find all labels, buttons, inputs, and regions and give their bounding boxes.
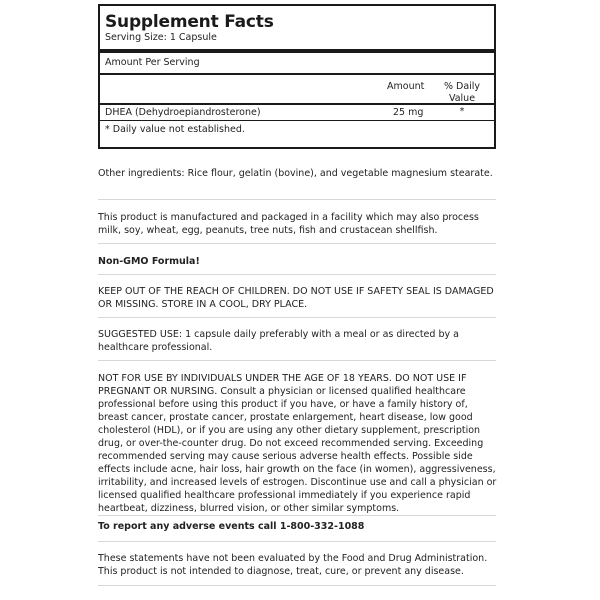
- section-divider: [98, 585, 496, 586]
- section-divider: [98, 199, 496, 200]
- daily-value-footnote: * Daily value not established.: [105, 124, 245, 135]
- usage-warning-text: NOT FOR USE BY INDIVIDUALS UNDER THE AGE OF 18 YEARS. DO NOT USE IF PREGNANT OR NURSING. Consult a physician or licensed qualified healthcare professional before using this product if you have, or have a family history of, breast cancer, prostate cancer, prostate enlargement, heart disease, low good cholesterol (HDL), or if you are using any other dietary supplement, prescription drug, or over-the-counter drug. Do not exceed recommended serving. Exceeding recommended serving may cause serious adverse health effects. Possible side effects include acne, hair loss, hair growth on the face (in women), aggressiveness, irritability, and increased levels of estrogen. Discontinue use and call a physician or licensed qualified healthcare professional immediately if you experience rapid heartbeat, dizziness, blurred vision, or other similar symptoms.: [98, 373, 497, 514]
- section-divider: [98, 317, 496, 318]
- non-gmo-statement: Non-GMO Formula!: [98, 256, 200, 267]
- section-divider: [98, 515, 496, 516]
- other-ingredients-text: Other ingredients: Rice flour, gelatin (bovine), and vegetable magnesium stearate.: [98, 168, 493, 179]
- supplement-facts-panel: [98, 4, 496, 149]
- nutrient-row: [100, 105, 494, 121]
- suggested-use-text: SUGGESTED USE: 1 capsule daily preferably with a meal or as directed by a healthcare professional.: [98, 329, 459, 353]
- section-divider: [98, 243, 496, 244]
- keep-out-of-reach-warning: KEEP OUT OF THE REACH OF CHILDREN. DO NOT USE IF SAFETY SEAL IS DAMAGED OR MISSING. STORE IN A COOL, DRY PLACE.: [98, 286, 494, 310]
- fda-disclaimer: These statements have not been evaluated by the Food and Drug Administration. This product is not intended to diagnose, treat, cure, or prevent any disease.: [98, 553, 488, 577]
- section-divider: [98, 541, 496, 542]
- amount-per-serving-label: Amount Per Serving: [100, 53, 494, 75]
- facts-column-headers: [100, 75, 494, 105]
- nutrient-daily-value: *: [459, 106, 465, 117]
- nutrient-name: DHEA (Dehydroepiandrosterone): [105, 107, 261, 118]
- section-divider: [98, 360, 496, 361]
- serving-size: Serving Size: 1 Capsule: [105, 32, 217, 43]
- adverse-events-contact: To report any adverse events call 1-800-332-1088: [98, 521, 365, 532]
- amount-column-header: Amount: [387, 81, 425, 92]
- nutrient-amount: 25 mg: [393, 107, 424, 118]
- daily-value-column-header: % Daily Value: [443, 81, 481, 104]
- section-divider: [98, 274, 496, 275]
- allergen-statement: This product is manufactured and packaged in a facility which may also process milk, soy, wheat, egg, peanuts, tree nuts, fish and crustacean shellfish.: [98, 212, 479, 236]
- supplement-facts-header: [100, 6, 494, 53]
- supplement-facts-title: Supplement Facts: [105, 12, 274, 32]
